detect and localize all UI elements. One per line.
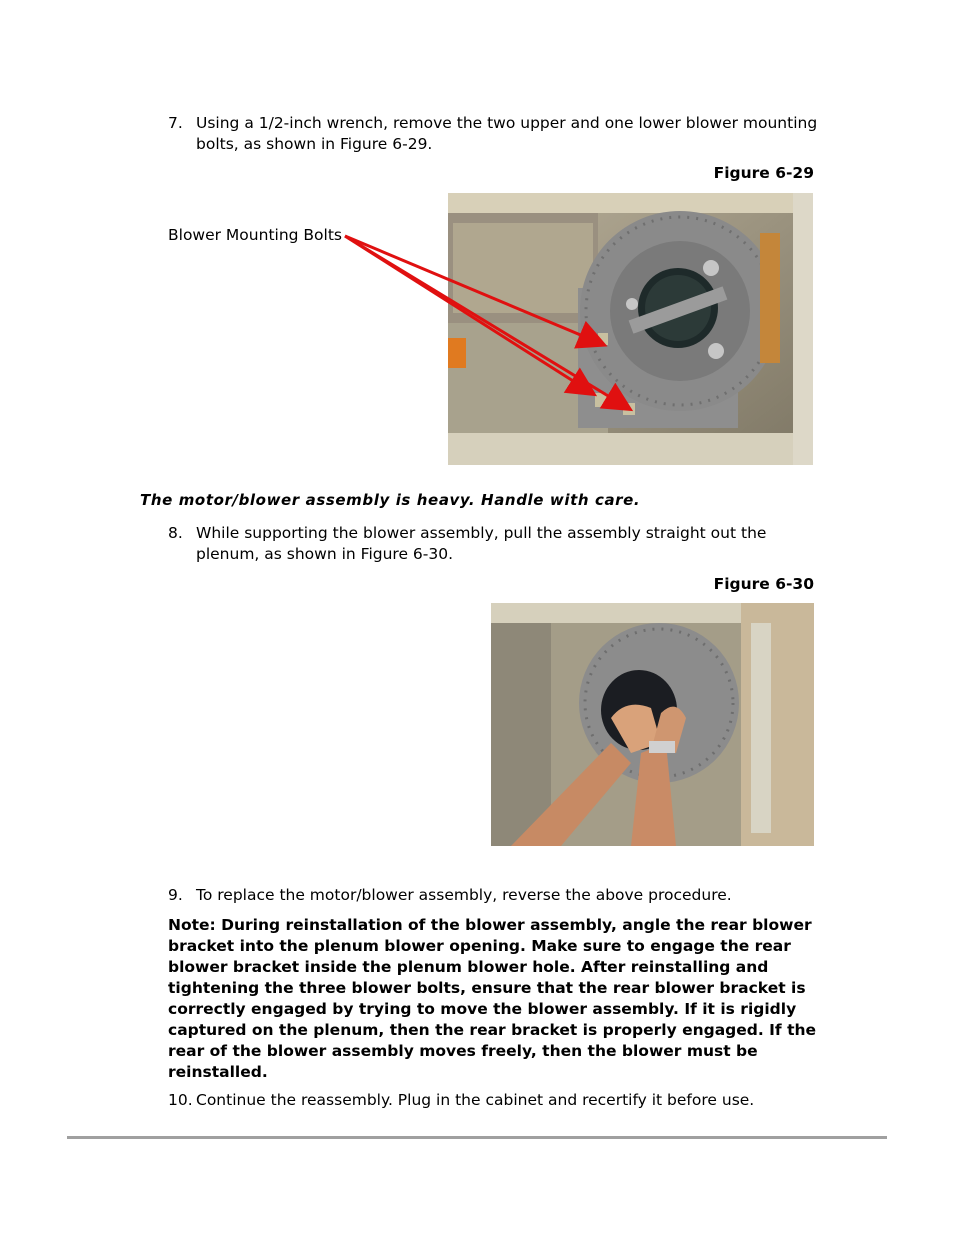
step-text: Using a 1/2-inch wrench, remove the two upper and one lower blower mounting bolts, as shown in Figure 6-29. bbox=[196, 114, 818, 153]
figure-6-30-photo bbox=[491, 603, 814, 846]
step-text: To replace the motor/blower assembly, reverse the above procedure. bbox=[196, 886, 732, 904]
callout-arrows bbox=[0, 0, 954, 470]
step-number: 8. bbox=[168, 524, 183, 542]
footer-rule bbox=[67, 1136, 887, 1139]
figure-6-29-label: Figure 6-29 bbox=[713, 164, 814, 182]
warning-text: The motor/blower assembly is heavy. Handle with care. bbox=[140, 491, 641, 509]
step-number: 7. bbox=[168, 114, 183, 132]
step-text: While supporting the blower assembly, pull the assembly straight out the plenum, as shown in Figure 6-30. bbox=[196, 524, 767, 563]
figure-6-30-label: Figure 6-30 bbox=[713, 575, 814, 593]
blower-mounting-bolts-callout: Blower Mounting Bolts bbox=[168, 226, 342, 244]
arrow-upper-bolt-1 bbox=[345, 236, 602, 344]
step-8 bbox=[168, 523, 828, 565]
step-number: 10. bbox=[168, 1091, 193, 1109]
reinstallation-note: Note: During reinstallation of the blower assembly, angle the rear blower bracket into the plenum blower opening. Make sure to engage the rear blower bracket inside the plenum blower hole. After reinstalling and tightening the three blower bolts, ensure that the rear blower bracket is correctly engaged by trying to move the blower assembly. If it is rigidly captured on the plenum, then the rear bracket is properly engaged. If the rear of the blower assembly moves freely, then the blower must be reinstalled. bbox=[168, 916, 817, 1081]
step-text: Continue the reassembly. Plug in the cabinet and recertify it before use. bbox=[196, 1091, 755, 1109]
step-10 bbox=[168, 1090, 828, 1111]
step-9 bbox=[168, 885, 828, 906]
step-number: 9. bbox=[168, 886, 183, 904]
arrow-lower-bolt bbox=[345, 236, 628, 408]
